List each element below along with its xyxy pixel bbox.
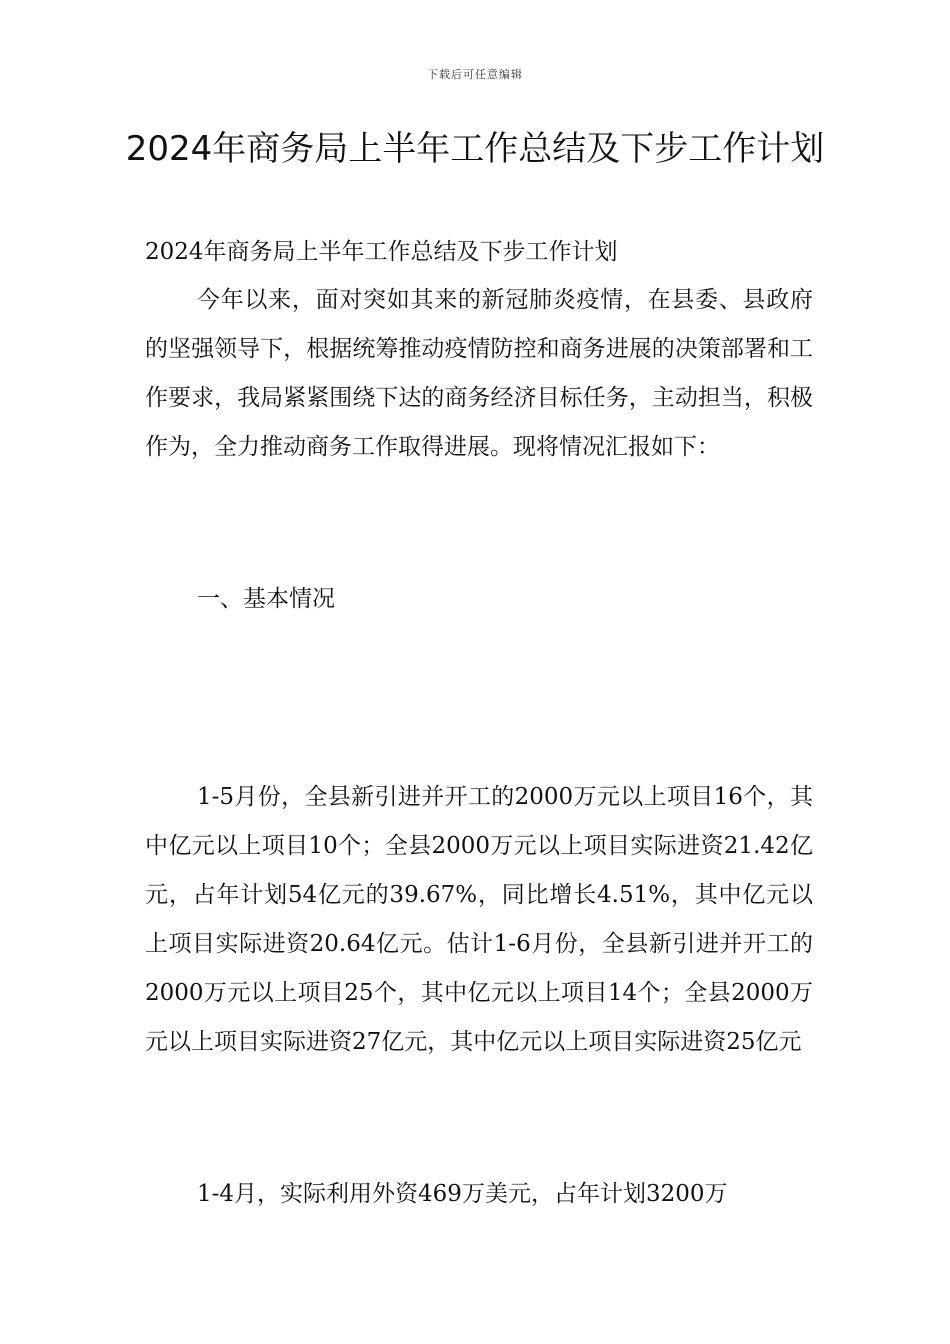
projects-paragraph: 1-5月份，全县新引进并开工的2000万元以上项目16个，其中亿元以上项目10个；全县2000万元以上项目实际进资21.42亿元，占年计划54亿元的39.67%，同比增长4.51%，其中亿元以上项目实际进资20.64亿元。估计1-6月份，全县新引进并开工的2000万元以上项目25个，其中亿元以上项目14个；全县2000万元以上项目实际进资27亿元，其中亿元以上项目实际进资25亿元 xyxy=(145,784,813,1055)
intro-paragraph: 今年以来，面对突如其来的新冠肺炎疫情，在县委、县政府的坚强领导下，根据统筹推动疫情防控和商务进展的决策部署和工作要求，我局紧紧围绕下达的商务经济目标任务，主动担当，积极作为，全力推动商务工作取得进展。现将情况汇报如下： xyxy=(145,287,813,460)
header-note: 下载后可任意编辑 xyxy=(427,68,523,81)
section-heading-basic-situation: 一、基本情况 xyxy=(197,586,335,612)
document-title: 2024年商务局上半年工作总结及下步工作计划 xyxy=(125,129,825,169)
document-subtitle: 2024年商务局上半年工作总结及下步工作计划 xyxy=(145,239,618,265)
foreign-investment-paragraph: 1-4月，实际利用外资469万美元，占年计划3200万 xyxy=(197,1181,728,1207)
